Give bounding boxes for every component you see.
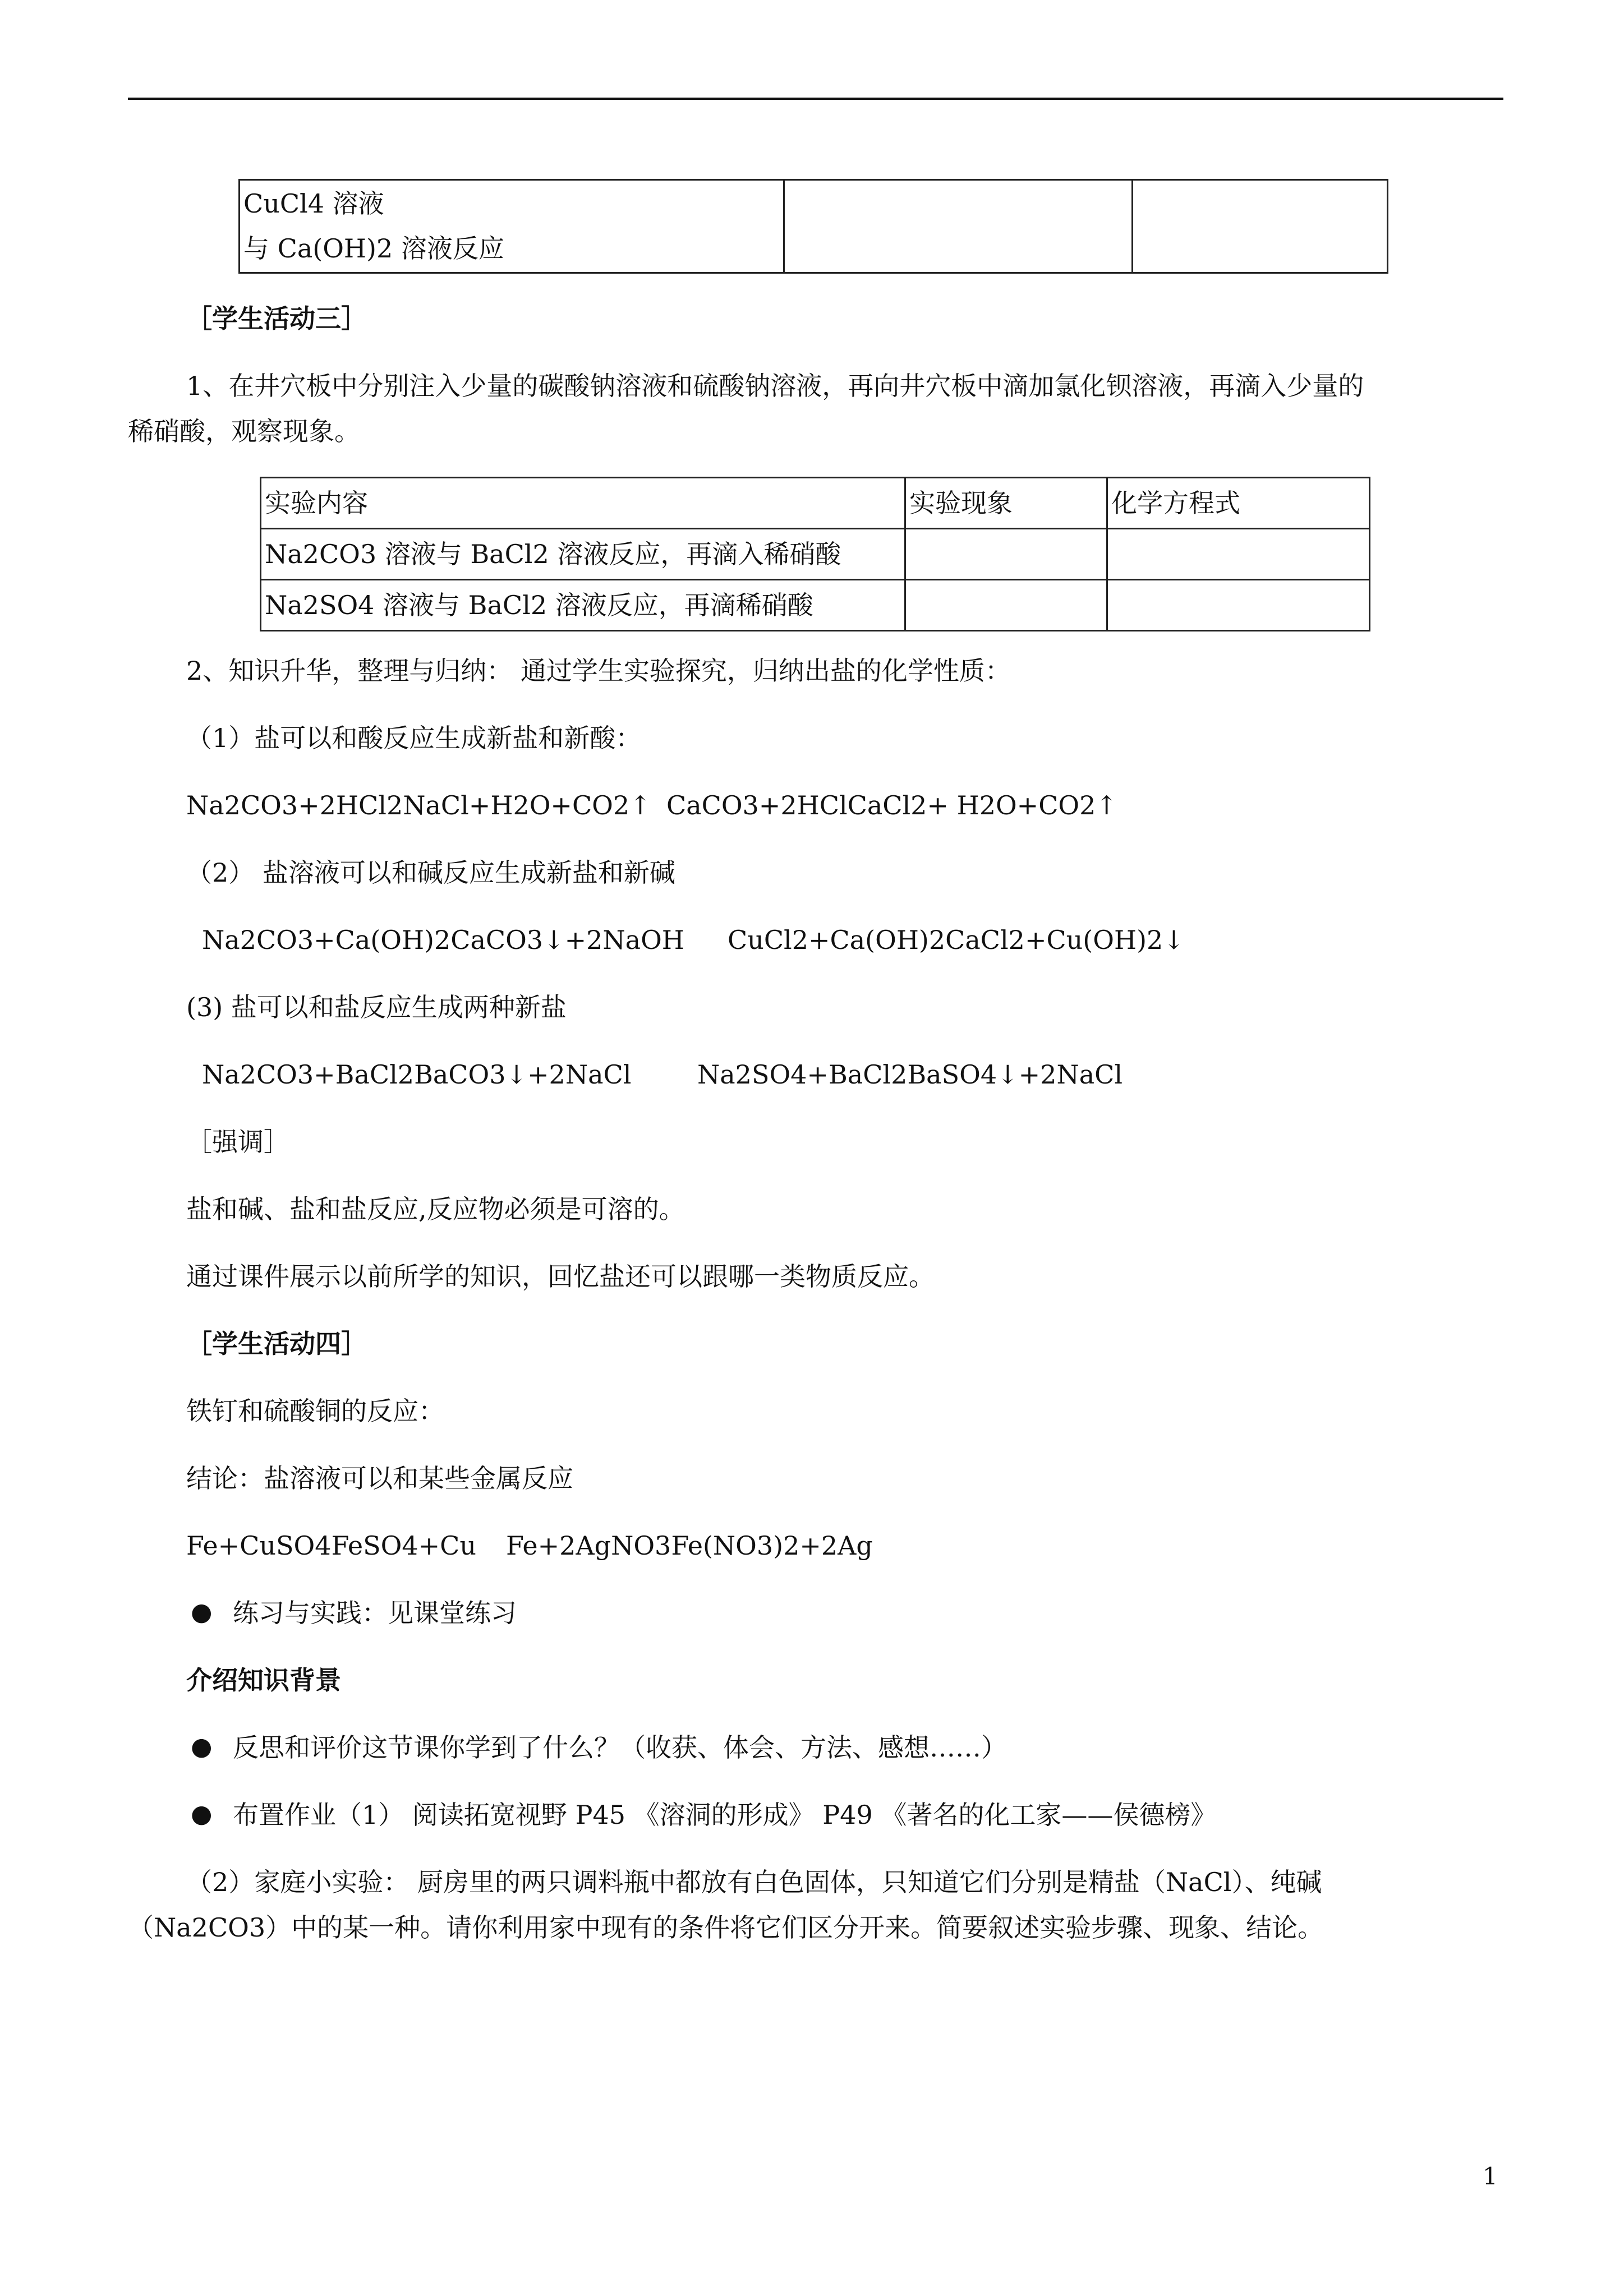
table-cell: Na2SO4 溶液与 BaCl2 溶液反应，再滴稀硝酸: [261, 580, 905, 631]
table-cell: [1133, 180, 1388, 273]
knowledge-intro: 2、知识升华，整理与归纳： 通过学生实验探究，归纳出盐的化学性质：: [186, 656, 1011, 686]
header-rule: [128, 98, 1503, 100]
cell-line: CuCl4 溶液: [243, 188, 384, 219]
cell-line: 与 Ca(OH)2 溶液反应: [243, 233, 504, 264]
table-header-row: [261, 478, 1370, 529]
experiment-table: [260, 477, 1370, 631]
table-cell: Na2CO3 溶液与 BaCl2 溶液反应，再滴入稀硝酸: [261, 529, 905, 580]
table-row: [261, 529, 1370, 580]
activity3-paragraph-line2: 稀硝酸，观察现象。: [128, 416, 360, 446]
reflection-item: 反思和评价这节课你学到了什么？（收获、体会、方法、感想……）: [233, 1732, 1007, 1763]
emphasis-heading: ［强调］: [186, 1127, 289, 1157]
equation: Fe+2AgNO3Fe(NO3)2+2Ag: [506, 1530, 873, 1561]
activity4-paragraph: 铁钉和硫酸铜的反应：: [186, 1396, 444, 1426]
equation: Fe+CuSO4FeSO4+Cu: [186, 1530, 476, 1561]
table-row: [261, 580, 1370, 631]
activity4-conclusion: 结论：盐溶液可以和某些金属反应: [186, 1463, 573, 1493]
activity3-heading: ［学生活动三］: [186, 303, 367, 334]
bullet-icon: ●: [191, 1598, 213, 1626]
table-row: [240, 180, 1388, 273]
table-cell: [1107, 529, 1370, 580]
activity4-heading: ［学生活动四］: [186, 1329, 367, 1359]
bullet-icon: ●: [191, 1732, 213, 1761]
background-heading: 介绍知识背景: [186, 1665, 341, 1695]
table-cell: [905, 580, 1107, 631]
reaction-table-continued: [238, 179, 1388, 274]
equation: Na2CO3+2HCl2NaCl+H2O+CO2↑: [186, 790, 651, 820]
equation: CuCl2+Ca(OH)2CaCl2+Cu(OH)2↓: [728, 925, 1185, 955]
column-header: 化学方程式: [1107, 478, 1370, 529]
column-header: 实验内容: [261, 478, 905, 529]
homework-experiment-line2: （Na2CO3）中的某一种。请你利用家中现有的条件将它们区分开来。简要叙述实验步骤、现象、结论。: [128, 1912, 1324, 1943]
emphasis-paragraph: 通过课件展示以前所学的知识，回忆盐还可以跟哪一类物质反应。: [186, 1261, 935, 1292]
emphasis-paragraph: 盐和碱、盐和盐反应,反应物必须是可溶的。: [186, 1194, 685, 1224]
equation: Na2CO3+Ca(OH)2CaCO3↓+2NaOH: [202, 925, 684, 955]
salt-property-3: (3) 盐可以和盐反应生成两种新盐: [186, 992, 567, 1022]
table-cell: [784, 180, 1133, 273]
column-header: 实验现象: [905, 478, 1107, 529]
salt-property-2: （2） 盐溶液可以和碱反应生成新盐和新碱: [186, 857, 675, 888]
homework-item: 布置作业（1） 阅读拓宽视野 P45 《溶洞的形成》 P49 《著名的化工家——侯德榜》: [233, 1800, 1217, 1830]
homework-experiment-line1: （2）家庭小实验： 厨房里的两只调料瓶中都放有白色固体，只知道它们分别是精盐（NaCl）、纯碱: [186, 1867, 1322, 1897]
salt-property-1: （1）盐可以和酸反应生成新盐和新酸：: [186, 723, 642, 753]
equation: CaCO3+2HClCaCl2+ H2O+CO2↑: [666, 790, 1117, 820]
equation: Na2CO3+BaCl2BaCO3↓+2NaCl: [202, 1059, 632, 1090]
table-cell: [1107, 580, 1370, 631]
practice-item: 练习与实践：见课堂练习: [233, 1598, 517, 1628]
table-cell: [905, 529, 1107, 580]
bullet-icon: ●: [191, 1800, 213, 1828]
activity3-paragraph-line1: 1、在井穴板中分别注入少量的碳酸钠溶液和硫酸钠溶液，再向井穴板中滴加氯化钡溶液，再滴入少量的: [186, 371, 1364, 401]
page-number: 1: [1483, 2163, 1498, 2190]
equation: Na2SO4+BaCl2BaSO4↓+2NaCl: [697, 1059, 1123, 1090]
table-cell: [240, 180, 784, 273]
